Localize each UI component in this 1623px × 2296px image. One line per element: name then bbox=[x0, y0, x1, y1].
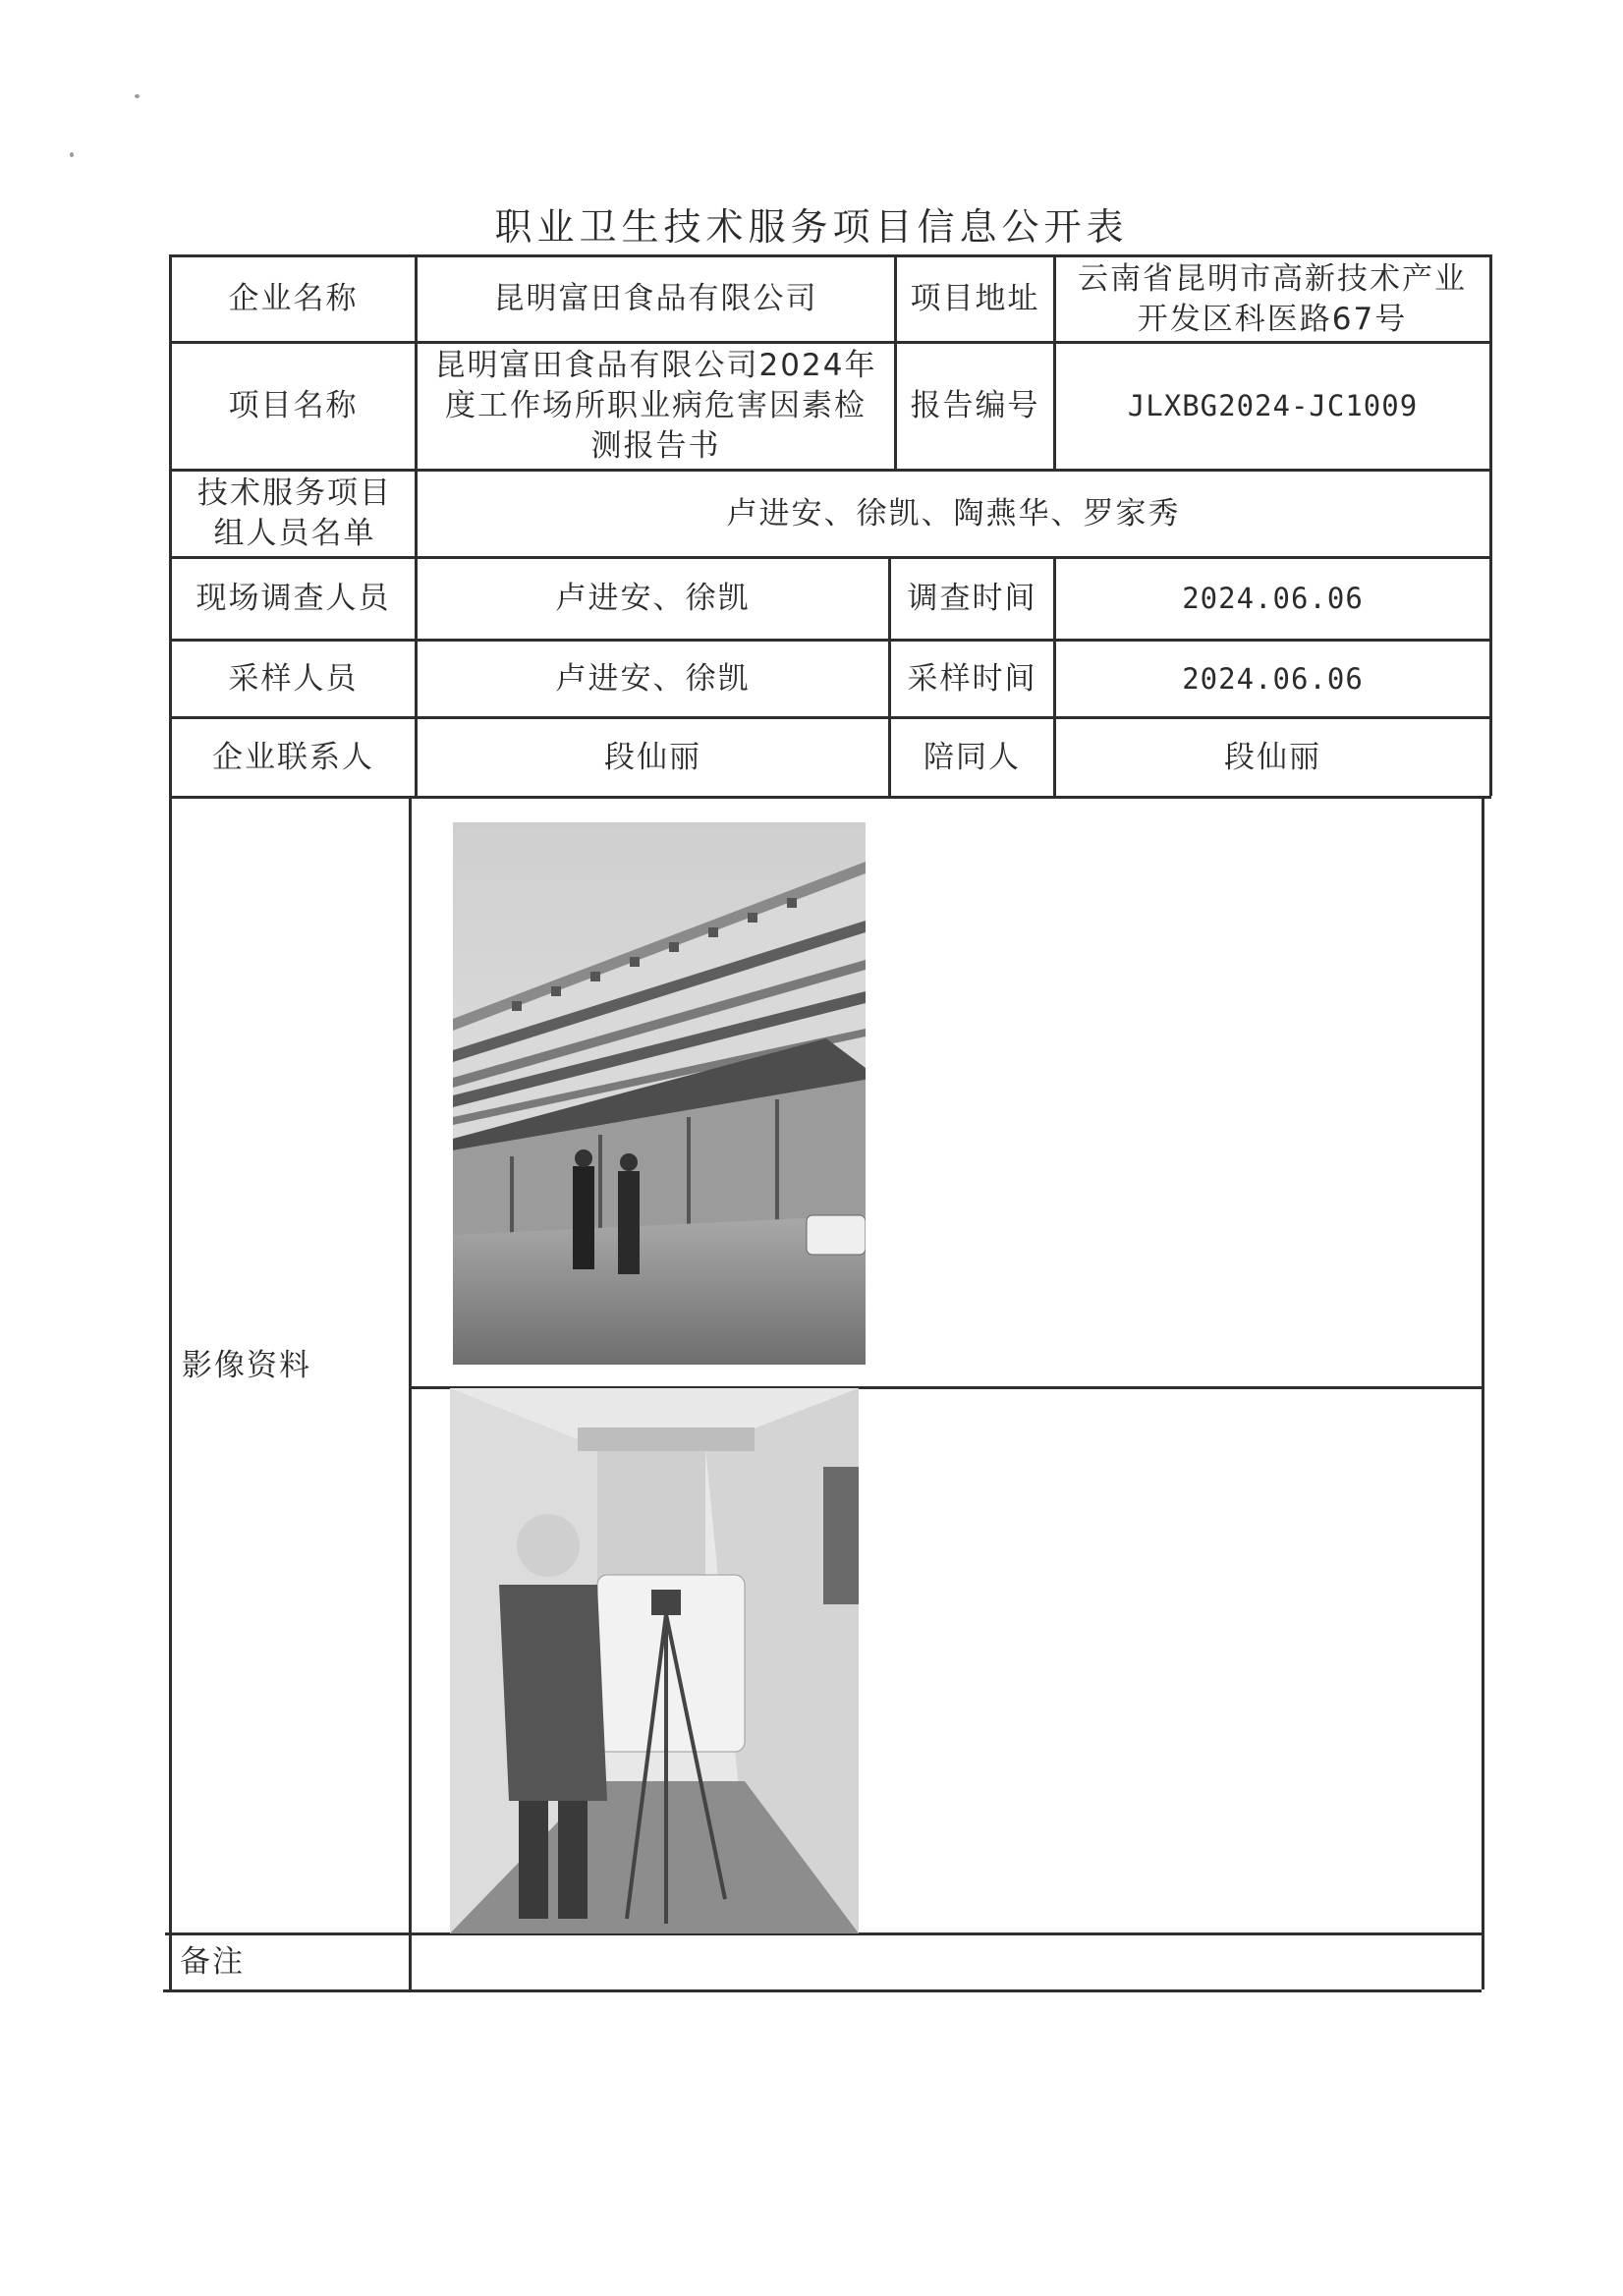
photo-indoor-sampling bbox=[450, 1388, 859, 1933]
label-site-investigators: 现场调查人员 bbox=[196, 581, 391, 617]
value-escort: 段仙丽 bbox=[1224, 739, 1321, 775]
scan-speck bbox=[135, 94, 140, 98]
value-company-contact: 段仙丽 bbox=[604, 739, 701, 775]
label-company-name: 企业名称 bbox=[228, 281, 359, 317]
photo-building-exterior bbox=[453, 822, 866, 1365]
label-project-address: 项目地址 bbox=[910, 281, 1040, 317]
value-samplers: 卢进安、徐凯 bbox=[555, 660, 751, 697]
value-project-name: 昆明富田食品有限公司2024年度工作场所职业病危害因素检测报告书 bbox=[434, 348, 877, 464]
label-sampling-time: 采样时间 bbox=[907, 660, 1037, 697]
label-image-materials: 影像资料 bbox=[182, 1347, 311, 1383]
value-site-investigators: 卢进安、徐凯 bbox=[555, 581, 751, 617]
label-report-number: 报告编号 bbox=[910, 388, 1040, 424]
label-company-contact: 企业联系人 bbox=[212, 739, 374, 775]
value-remarks bbox=[412, 1935, 1482, 1989]
label-project-name: 项目名称 bbox=[228, 388, 359, 424]
value-sampling-time: 2024.06.06 bbox=[1182, 661, 1364, 696]
scan-speck bbox=[70, 152, 74, 157]
label-escort: 陪同人 bbox=[923, 739, 1021, 775]
value-company-name: 昆明富田食品有限公司 bbox=[493, 281, 818, 317]
label-samplers: 采样人员 bbox=[228, 660, 359, 697]
value-report-number: JLXBG2024-JC1009 bbox=[1127, 389, 1419, 423]
page-title: 职业卫生技术服务项目信息公开表 bbox=[494, 205, 1129, 249]
label-team-members: 技术服务项目组人员名单 bbox=[197, 476, 392, 551]
label-remarks: 备注 bbox=[180, 1944, 245, 1981]
value-project-address: 云南省昆明市高新技术产业开发区科医路67号 bbox=[1078, 260, 1467, 337]
value-team-members: 卢进安、徐凯、陶燕华、罗家秀 bbox=[726, 495, 1181, 532]
label-investigation-time: 调查时间 bbox=[907, 581, 1037, 617]
value-investigation-time: 2024.06.06 bbox=[1182, 582, 1364, 616]
